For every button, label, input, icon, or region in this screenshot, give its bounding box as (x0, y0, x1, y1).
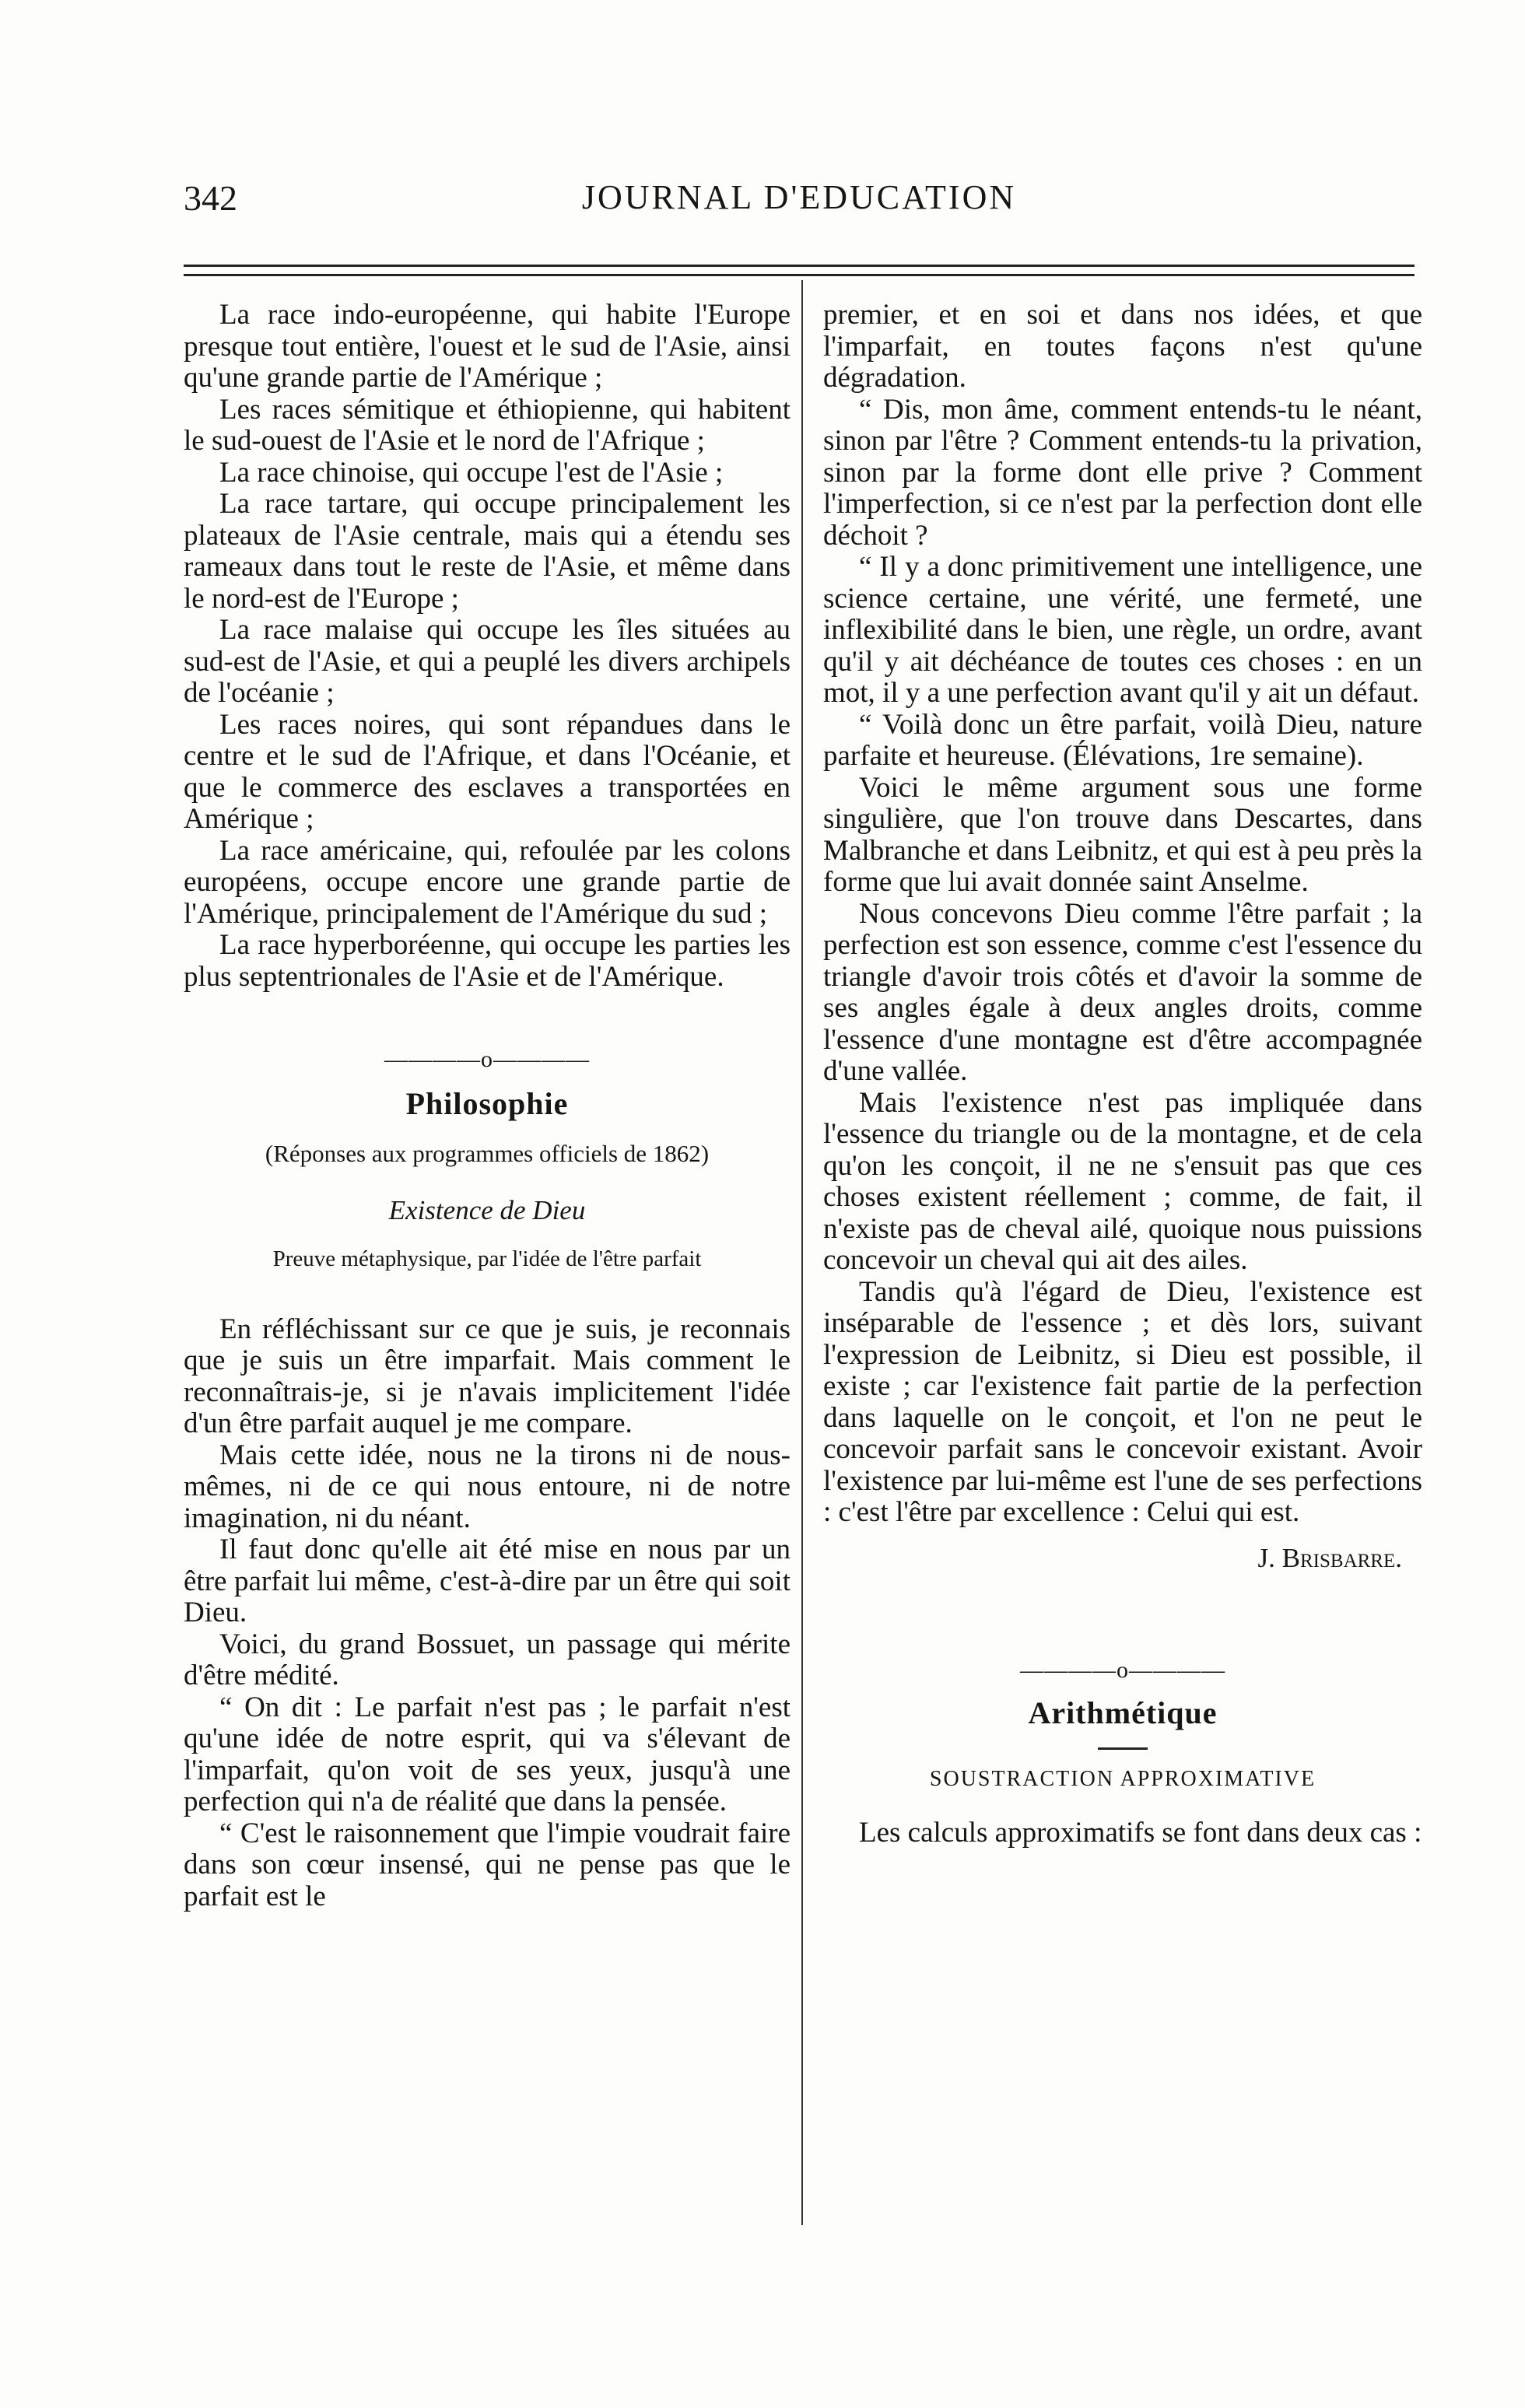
body-paragraph: “ Voilà donc un être parfait, voilà Dieu, nature parfaite et heureuse. (Élévations, 1re semaine). (823, 708, 1422, 772)
section-subtitle: (Réponses aux programmes officiels de 1862) (265, 1140, 710, 1167)
header-rule-bottom (184, 274, 1415, 276)
body-paragraph: Mais l'existence n'est pas impliquée dans l'essence du triangle ou de la montagne, et de cela qu'on les conçoit, il ne ne s'ensuit pas que ces choses existent réellement ; comme, de fait, il n'existe pas de cheval ailé, quoique nous puissions concevoir un cheval qui ait des ailes. (823, 1086, 1422, 1276)
race-paragraph: La race indo-européenne, qui habite l'Europe presque tout entière, l'ouest et le sud de l'Asie, ainsi qu'une grande partie de l'Amérique ; (184, 299, 791, 394)
header-rule-top (184, 265, 1415, 267)
body-paragraph: Mais cette idée, nous ne la tirons ni de nous-mêmes, ni de ce qui nous entoure, ni de notre imagination, ni du néant. (184, 1439, 791, 1534)
short-rule (1098, 1747, 1148, 1750)
race-paragraph: La race tartare, qui occupe principalement les plateaux de l'Asie centrale, mais qui a étendu ses rameaux dans tout le reste de l'Asie, et même dans le nord-est de l'Europe ; (184, 488, 791, 615)
column-divider (801, 280, 803, 2225)
body-paragraph: Les calculs approximatifs se font dans deux cas : (859, 1816, 1422, 1849)
running-title: JOURNAL D'EDUCATION (581, 178, 1017, 216)
race-paragraph: La race hyperboréenne, qui occupe les parties les plus septentrionales de l'Asie et de l'Amérique. (184, 929, 791, 993)
right-column (823, 300, 1422, 1849)
body-paragraph: “ Il y a donc primitivement une intelligence, une science certaine, une vérité, une fermeté, une inflexibilité dans le bien, une règle, un ordre, avant qu'il y ait déchéance de toutes ces choses : en un mot, il y a une perfection avant qu'il y ait un défaut. (823, 551, 1422, 709)
race-paragraph: La race malaise qui occupe les îles situées au sud-est de l'Asie, et qui a peuplé les divers archipels de l'océanie ; (184, 614, 791, 709)
body-paragraph: Nous concevons Dieu comme l'être parfait ; la perfection est son essence, comme c'est l'essence du triangle d'avoir trois côtés et d'avoir la somme de ses angles égale à deux angles droits, comme l'essence d'une montagne est d'être accompagnée d'une vallée. (823, 897, 1422, 1087)
body-paragraph: “ Dis, mon âme, comment entends-tu le néant, sinon par l'être ? Comment entends-tu la privation, sinon par la forme dont elle prive ? Comment l'imperfection, si ce n'est par la perfection dont elle déchoit ? (823, 393, 1422, 552)
section-separator: ————o———— (384, 1046, 590, 1072)
body-paragraph: “ C'est le raisonnement que l'impie voudrait faire dans son cœur insensé, qui ne pense pas que le parfait est le (184, 1817, 791, 1912)
body-paragraph: Voici le même argument sous une forme singulière, que l'on trouve dans Descartes, dans Malbranche et dans Leibnitz, et qui est à peu près la forme que lui avait donnée saint Anselme. (823, 771, 1422, 898)
page-number: 342 (184, 178, 237, 218)
body-paragraph: Il faut donc qu'elle ait été mise en nous par un être parfait lui même, c'est-à-dire par un être qui soit Dieu. (184, 1533, 791, 1628)
section-title-arithmetique: Arithmétique (1028, 1695, 1218, 1730)
author-signature: J. Brisbarre. (1257, 1542, 1402, 1573)
race-paragraph: La race américaine, qui, refoulée par les colons européens, occupe encore une grande partie de l'Amérique, principalement de l'Amérique du sud ; (184, 834, 791, 930)
section-separator: ————o———— (1020, 1657, 1225, 1683)
race-paragraph: La race chinoise, qui occupe l'est de l'Asie ; (219, 456, 724, 489)
left-column (184, 300, 791, 1912)
article-note: Preuve métaphysique, par l'idée de l'être parfait (272, 1246, 702, 1271)
section-title-philosophie: Philosophie (405, 1085, 569, 1121)
body-paragraph: “ On dit : Le parfait n'est pas ; le parfait n'est qu'une idée de notre esprit, qui va s'élevant de l'imparfait, qu'on voit de ses yeux, jusqu'à une perfection qui n'a de réalité que dans la pensée. (184, 1691, 791, 1817)
page-header (184, 177, 1415, 224)
body-paragraph: Voici, du grand Bossuet, un passage qui mérite d'être médité. (184, 1628, 791, 1691)
body-paragraph: Tandis qu'à l'égard de Dieu, l'existence est inséparable de l'essence ; et dès lors, suivant l'expression de Leibnitz, si Dieu est possible, il existe ; car l'existence fait partie de la perfection dans laquelle on le conçoit, et l'on ne peut le concevoir parfait sans le concevoir existant. Avoir l'existence par lui-même est l'une de ses perfections : c'est l'être par excellence : Celui qui est. (823, 1275, 1422, 1528)
body-paragraph: premier, et en soi et dans nos idées, et que l'imparfait, en toutes façons n'est qu'une dégradation. (823, 299, 1422, 394)
race-paragraph: Les races sémitique et éthiopienne, qui habitent le sud-ouest de l'Asie et le nord de l'Afrique ; (184, 393, 791, 457)
article-subheading: Existence de Dieu (388, 1194, 586, 1225)
race-paragraph: Les races noires, qui sont répandues dans le centre et le sud de l'Afrique, et dans l'Océanie, et que le commerce des esclaves a transportées en Amérique ; (184, 708, 791, 835)
body-paragraph: En réfléchissant sur ce que je suis, je reconnais que je suis un être imparfait. Mais comment le reconnaîtrais-je, si je n'avais implicitement l'idée d'un être parfait auquel je me compare. (184, 1313, 791, 1439)
article-subtitle: SOUSTRACTION APPROXIMATIVE (929, 1767, 1316, 1791)
